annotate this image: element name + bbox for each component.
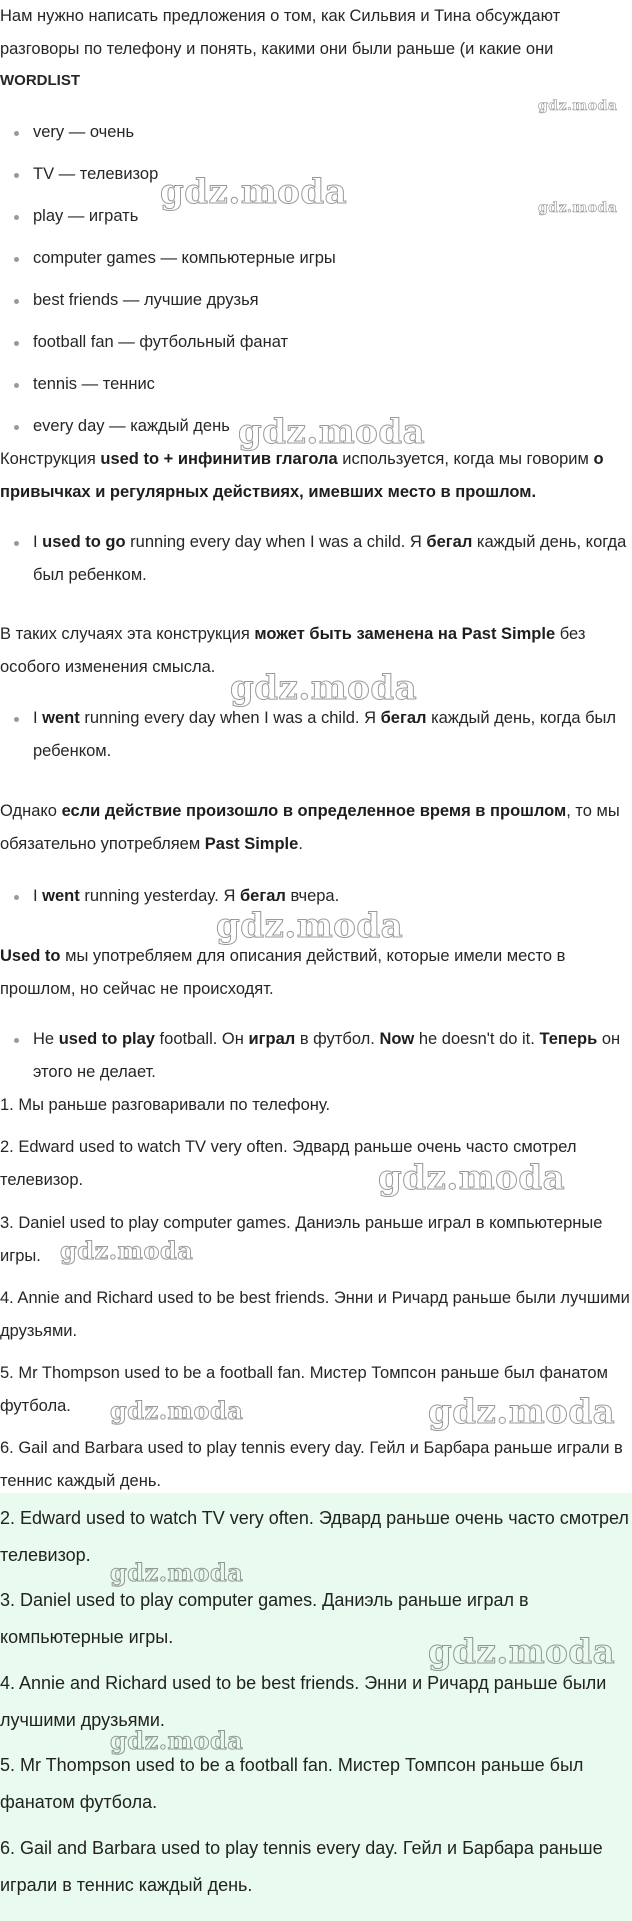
answer-item: 4. Annie and Richard used to be best friends. Энни и Ричард раньше были лучшими друзьями. bbox=[0, 1289, 630, 1340]
wordlist-item: very — очень bbox=[33, 116, 628, 149]
watermark: gdz.moda bbox=[238, 412, 426, 452]
watermark: gdz.moda bbox=[230, 668, 418, 708]
watermark: gdz.moda bbox=[378, 1158, 566, 1198]
wordlist-item: computer games — компьютерные игры bbox=[33, 242, 628, 275]
wordlist-item: best friends — лучшие друзья bbox=[33, 284, 628, 317]
watermark: gdz.moda bbox=[538, 200, 618, 216]
watermark: gdz.moda bbox=[160, 172, 348, 212]
watermark: gdz.moda bbox=[60, 1236, 194, 1265]
example-used-to-play: He used to play football. Он играл в футбол. Now he doesn't do it. Теперь он этого не делает. bbox=[33, 1023, 628, 1089]
example-used-to-go: I used to go running every day when I was a child. Я бегал каждый день, когда был ребенком. bbox=[33, 526, 628, 592]
wordlist-title: WORDLIST bbox=[0, 72, 80, 89]
wordlist-item: TV — телевизор bbox=[33, 158, 628, 191]
highlighted-answer-item: 2. Edward used to watch TV very often. Эдвард раньше очень часто смотрел телевизор. bbox=[0, 1508, 629, 1565]
example-went-yesterday: I went running yesterday. Я бегал вчера. bbox=[33, 880, 628, 913]
answer-item: 2. Edward used to watch TV very often. Эдвард раньше очень часто смотрел телевизор. bbox=[0, 1138, 577, 1189]
rule-used-to-description: Used to мы употребляем для описания действий, которые имели место в прошлом, но сейчас не происходят. bbox=[0, 947, 566, 998]
wordlist-item: tennis — теннис bbox=[33, 368, 628, 401]
wordlist-item: play — играть bbox=[33, 200, 628, 233]
watermark: gdz.moda bbox=[110, 1396, 244, 1425]
watermark: gdz.moda bbox=[216, 906, 404, 946]
answer-item: 5. Mr Thompson used to be a football fan. Мистер Томпсон раньше был фанатом футбола. bbox=[0, 1364, 608, 1415]
rule-definite-time: Однако если действие произошло в определенное время в прошлом, то мы обязательно употребляем Past Simple. bbox=[0, 802, 620, 853]
watermark: gdz.moda bbox=[538, 98, 618, 114]
highlighted-answer-item: 4. Annie and Richard used to be best friends. Энни и Ричард раньше были лучшими друзьями. bbox=[0, 1673, 607, 1730]
example-went: I went running every day when I was a child. Я бегал каждый день, когда был ребенком. bbox=[33, 702, 628, 768]
wordlist-item: football fan — футбольный фанат bbox=[33, 326, 628, 359]
watermark: gdz.moda bbox=[428, 1392, 616, 1432]
answer-item: 6. Gail and Barbara used to play tennis every day. Гейл и Барбара раньше играли в теннис каждый день. bbox=[0, 1439, 623, 1490]
wordlist-item: every day — каждый день bbox=[33, 410, 628, 443]
rule-used-to: Конструкция used to + инфинитив глагола используется, когда мы говорим о привычках и регулярных действиях, имевших место в прошлом. bbox=[0, 450, 604, 501]
answer-item: 1. Мы раньше разговаривали по телефону. bbox=[0, 1096, 331, 1114]
rule-past-simple-replace: В таких случаях эта конструкция может быть заменена на Past Simple без особого изменения смысла. bbox=[0, 625, 586, 676]
intro-text: Нам нужно написать предложения о том, как Сильвия и Тина обсуждают разговоры по телефону и понять, какими они были раньше (и какие они bbox=[0, 7, 561, 58]
answer-item: 3. Daniel used to play computer games. Даниэль раньше играл в компьютерные игры. bbox=[0, 1214, 603, 1265]
highlighted-answer-item: 5. Mr Thompson used to be a football fan. Мистер Томпсон раньше был фанатом футбола. bbox=[0, 1755, 584, 1812]
highlighted-answer-item: 6. Gail and Barbara used to play tennis every day. Гейл и Барбара раньше играли в теннис каждый день. bbox=[0, 1838, 603, 1895]
highlighted-answer-item: 3. Daniel used to play computer games. Даниэль раньше играл в компьютерные игры. bbox=[0, 1590, 529, 1647]
